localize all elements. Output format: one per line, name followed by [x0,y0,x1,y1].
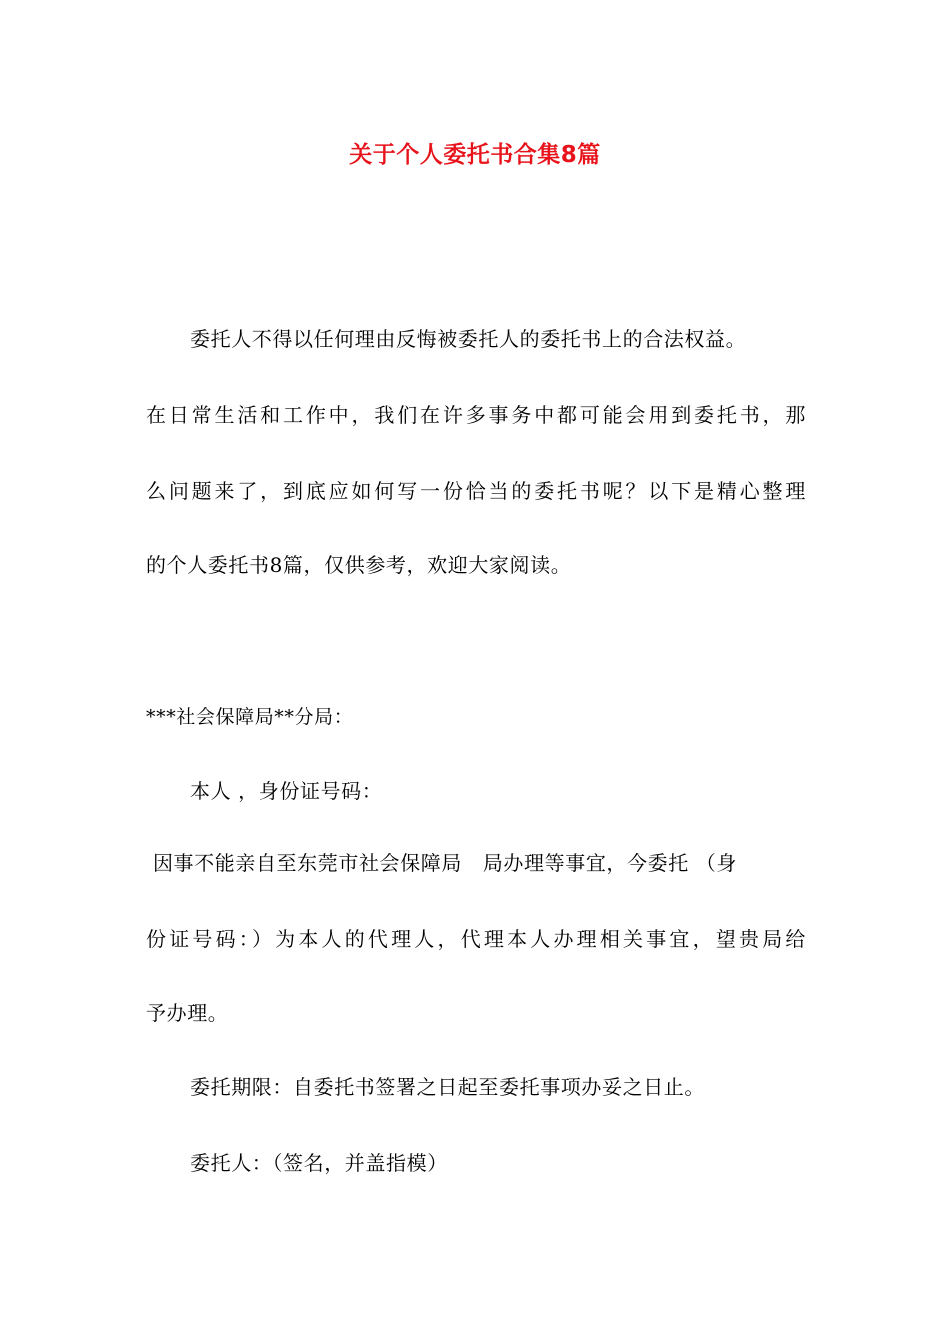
document-title: 关于个人委托书合集8篇 [349,142,601,168]
letter-signer: 委托人：（签名，并盖指模） [190,1151,448,1175]
letter-body-line-2: 份证号码：）为本人的代理人，代理本人办理相关事宜，望贵局给 [146,927,806,951]
letter-body-line-3: 予办理。 [146,1001,229,1025]
letter-body-line-1: 因事不能亲自至东莞市社会保障局 局办理等事宜，今委托 （身 [146,851,737,875]
letter-term: 委托期限：自委托书签署之日起至委托事项办妥之日止。 [190,1075,705,1099]
intro-line-4: 的个人委托书8篇，仅供参考，欢迎大家阅读。 [146,553,572,577]
intro-line-2: 在日常生活和工作中，我们在许多事务中都可能会用到委托书，那 [146,403,806,427]
letter-id-line: 本人 ，身份证号码： [190,779,383,803]
intro-line-3: 么问题来了，到底应如何写一份恰当的委托书呢？以下是精心整理 [146,479,806,503]
intro-line-1: 委托人不得以任何理由反悔被委托人的委托书上的合法权益。 [190,327,747,351]
letter-addressee: ***社会保障局**分局： [146,706,354,728]
